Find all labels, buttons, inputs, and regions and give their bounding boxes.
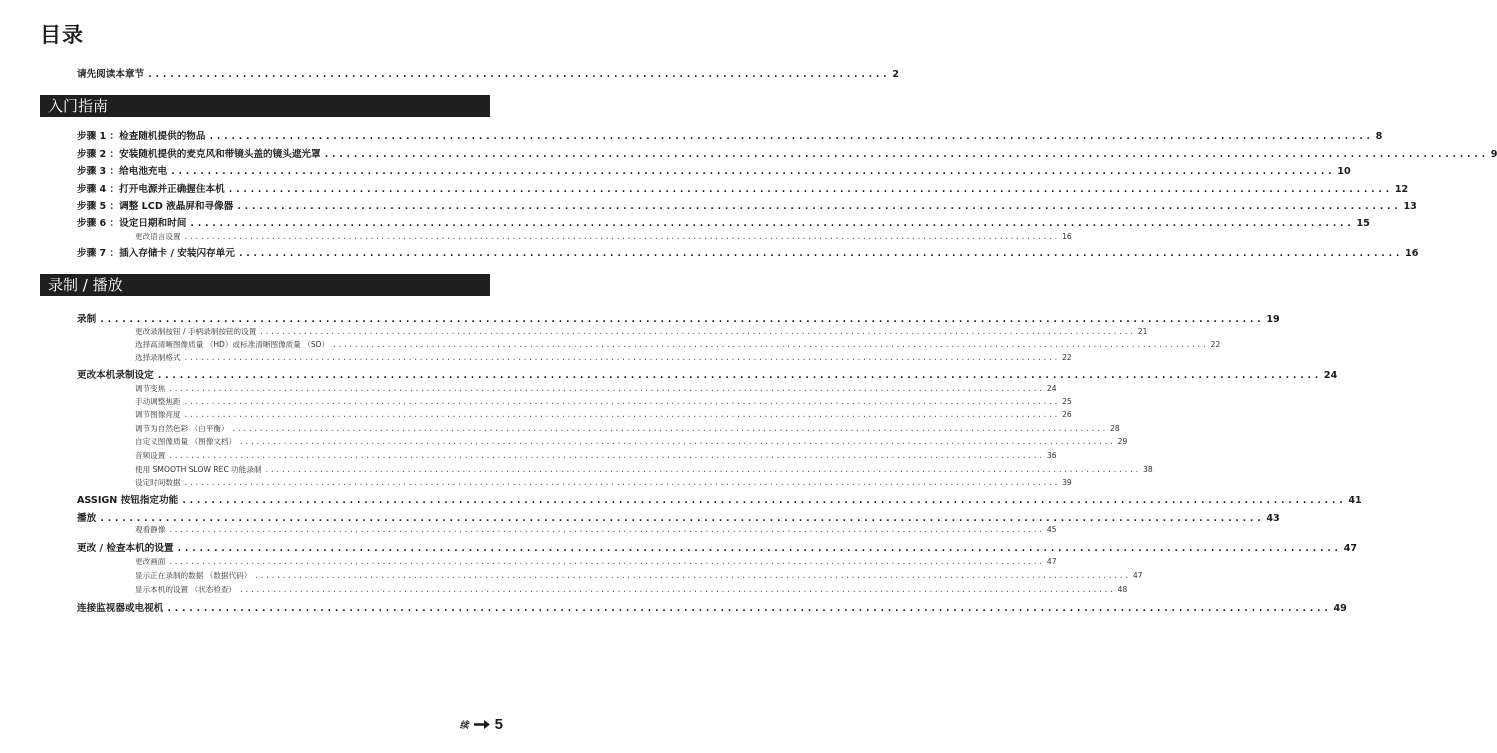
toc-subentry[interactable] xyxy=(135,556,1057,567)
toc-entry-label: 调节为自然色彩 （白平衡） xyxy=(135,424,229,433)
dot-leader: ................................................................................................................................................................ xyxy=(259,327,1135,336)
toc-entry-label: 选择高清晰图像质量 （HD）或标准清晰图像质量 （SD） xyxy=(135,340,330,349)
dot-leader: ................................................................................................................................................................ xyxy=(189,218,1354,229)
toc-entry-page: 15 xyxy=(1356,218,1370,229)
toc-entry[interactable] xyxy=(77,215,1370,229)
toc-entry[interactable] xyxy=(77,492,1362,506)
page-number: 5 xyxy=(494,716,503,733)
toc-entry-page: 28 xyxy=(1110,424,1120,433)
dot-leader: ................................................................................................................................................................ xyxy=(231,424,1108,433)
toc-subentry[interactable] xyxy=(135,477,1072,488)
toc-subentry[interactable] xyxy=(135,231,1072,242)
toc-entry[interactable] xyxy=(77,311,1280,325)
toc-entry-page: 24 xyxy=(1046,384,1057,393)
toc-entry-label: 步骤 5 ：调整 LCD 液晶屏和寻像器 xyxy=(77,201,234,212)
toc-entry-page: 36 xyxy=(1046,451,1057,460)
toc-entry-page: 39 xyxy=(1062,478,1072,487)
toc-entry-page: 10 xyxy=(1337,166,1351,177)
toc-entry[interactable] xyxy=(77,163,1351,177)
dot-leader: ................................................................................................................................................................ xyxy=(183,397,1060,406)
toc-entry-label: 使用 SMOOTH SLOW REC 功能录制 xyxy=(135,465,262,474)
dot-leader: ................................................................................................................................................................ xyxy=(236,201,1401,212)
toc-entry-page: 24 xyxy=(1323,370,1338,381)
toc-entry-label: 更改录制按钮 / 手柄录制按钮的设置 xyxy=(135,327,257,336)
dot-leader: ................................................................................................................................................................ xyxy=(183,353,1060,362)
dot-leader: ................................................................................................................................................................ xyxy=(264,465,1141,474)
toc-entry-page: 16 xyxy=(1062,232,1072,241)
toc-entry-page: 41 xyxy=(1348,495,1362,506)
dot-leader: ................................................................................................................................................................ xyxy=(208,131,1373,142)
toc-entry-label: 自定义图像质量 （图像文档） xyxy=(135,437,237,446)
dot-leader: ................................................................................................................................................................ xyxy=(227,184,1392,195)
toc-entry[interactable] xyxy=(77,181,1409,195)
dot-leader: ................................................................................................................................................................ xyxy=(99,314,1264,325)
toc-entry-label: 播放 xyxy=(77,513,97,524)
dot-leader: ................................................................................................................................................................ xyxy=(168,557,1044,566)
section-heading-getting-started: 入门指南 xyxy=(40,95,490,117)
toc-entry-page: 9 xyxy=(1490,149,1497,160)
dot-leader: ................................................................................................................................................................ xyxy=(254,571,1130,580)
toc-entry-page: 29 xyxy=(1117,437,1128,446)
toc-entry-label: 更改本机录制设定 xyxy=(77,370,154,381)
toc-entry-label: 步骤 3 ：给电池充电 xyxy=(77,166,168,177)
toc-subentry[interactable] xyxy=(135,464,1153,475)
toc-subentry[interactable] xyxy=(135,423,1120,434)
dot-leader: ................................................................................................................................................................ xyxy=(166,603,1331,614)
toc-entry-page: 2 xyxy=(892,69,899,80)
toc-entry-label: 调节变焦 xyxy=(135,384,166,393)
arrow-right-icon xyxy=(474,720,490,729)
toc-subentry[interactable] xyxy=(135,450,1057,461)
page-footer xyxy=(460,716,503,733)
continued-label: 续 xyxy=(459,721,469,731)
toc-entry-label: 录制 xyxy=(77,314,97,325)
toc-entry-page: 26 xyxy=(1062,410,1072,419)
toc-entry-page: 48 xyxy=(1117,585,1128,594)
dot-leader: ................................................................................................................................................................ xyxy=(237,248,1403,259)
toc-entry-label: ASSIGN 按钮指定功能 xyxy=(77,495,179,506)
dot-leader: ................................................................................................................................................................ xyxy=(183,232,1060,241)
toc-entry[interactable] xyxy=(77,600,1347,614)
toc-entry[interactable] xyxy=(77,128,1383,142)
dot-leader: ................................................................................................................................................................ xyxy=(168,384,1044,393)
toc-entry-label: 显示正在录制的数据 （数据代码） xyxy=(135,571,252,580)
toc-subentry[interactable] xyxy=(135,383,1057,394)
toc-subentry[interactable] xyxy=(135,409,1072,420)
toc-entry-page: 12 xyxy=(1394,184,1409,195)
dot-leader: ................................................................................................................................................................ xyxy=(332,340,1208,349)
toc-entry-page: 16 xyxy=(1405,248,1419,259)
toc-entry-label: 更改画面 xyxy=(135,557,166,566)
toc-entry[interactable] xyxy=(77,510,1280,524)
dot-leader: ................................................................................................................................................................ xyxy=(181,495,1346,506)
dot-leader: ................................................................................................................................................................ xyxy=(170,166,1335,177)
toc-entry-page: 47 xyxy=(1132,571,1143,580)
toc-entry-page: 25 xyxy=(1062,397,1072,406)
toc-subentry[interactable] xyxy=(135,436,1128,447)
toc-entry[interactable] xyxy=(77,245,1419,259)
toc-entry-label: 更改语言设置 xyxy=(135,232,181,241)
toc-entry-label: 调节图像亮度 xyxy=(135,410,181,419)
toc-entry[interactable] xyxy=(77,146,1497,160)
toc-entry-label: 手动调整焦距 xyxy=(135,397,181,406)
toc-entry-page: 19 xyxy=(1266,314,1280,325)
dot-leader: ................................................................................................................................................................ xyxy=(176,543,1341,554)
toc-entry-page: 13 xyxy=(1403,201,1417,212)
toc-entry-page: 47 xyxy=(1046,557,1057,566)
toc-entry-page: 21 xyxy=(1137,327,1148,336)
toc-subentry[interactable] xyxy=(135,524,1057,535)
toc-entry-label: 更改 / 检查本机的设置 xyxy=(77,543,174,554)
toc-entry-label: 音频设置 xyxy=(135,451,166,460)
toc-entry-label: 设定时间数据 xyxy=(135,478,181,487)
dot-leader: ................................................................................................................................................................ xyxy=(168,525,1044,534)
toc-entry[interactable] xyxy=(77,367,1338,381)
toc-entry-label: 步骤 6 ：设定日期和时间 xyxy=(77,218,187,229)
toc-entry-label: 观看静像 xyxy=(135,525,166,534)
dot-leader: ...................................................................................................... xyxy=(147,69,890,80)
section-heading-record-playback: 录制 / 播放 xyxy=(40,274,490,296)
toc-entry-page: 43 xyxy=(1266,513,1280,524)
page-title: 目录 xyxy=(40,23,84,47)
toc-entry-page: 45 xyxy=(1046,525,1057,534)
dot-leader: ................................................................................................................................................................ xyxy=(239,585,1115,594)
dot-leader: ................................................................................................................................................................ xyxy=(183,410,1060,419)
dot-leader: ................................................................................................................................................................ xyxy=(99,513,1264,524)
toc-entry-intro[interactable] xyxy=(77,66,899,80)
toc-entry-page: 22 xyxy=(1210,340,1221,349)
dot-leader: ................................................................................................................................................................ xyxy=(156,370,1321,381)
toc-entry-page: 8 xyxy=(1375,131,1383,142)
toc-entry-label: 步骤 2 ：安装随机提供的麦克风和带镜头盖的镜头遮光罩 xyxy=(77,149,321,160)
toc-entry-page: 38 xyxy=(1143,465,1153,474)
dot-leader: ................................................................................................................................................................ xyxy=(183,478,1060,487)
toc-subentry[interactable] xyxy=(135,326,1148,337)
toc-subentry[interactable] xyxy=(135,570,1143,581)
toc-entry-label: 步骤 7 ：插入存储卡 / 安装闪存单元 xyxy=(77,248,235,259)
toc-entry[interactable] xyxy=(77,198,1417,212)
toc-entry-page: 22 xyxy=(1062,353,1072,362)
toc-entry-label: 请先阅读本章节 xyxy=(77,69,145,80)
toc-entry-page: 49 xyxy=(1333,603,1347,614)
dot-leader: ................................................................................................................................................................ xyxy=(239,437,1115,446)
dot-leader: ................................................................................................................................................................ xyxy=(323,149,1488,160)
toc-subentry[interactable] xyxy=(135,584,1128,595)
toc-subentry[interactable] xyxy=(135,339,1221,350)
toc-subentry[interactable] xyxy=(135,396,1072,407)
toc-entry-label: 显示本机的设置 （状态检查） xyxy=(135,585,237,594)
toc-entry-label: 步骤 4 ：打开电源并正确握住本机 xyxy=(77,184,225,195)
toc-entry-label: 选择录制格式 xyxy=(135,353,181,362)
toc-entry-label: 步骤 1 ：检查随机提供的物品 xyxy=(77,131,206,142)
dot-leader: ................................................................................................................................................................ xyxy=(168,451,1044,460)
toc-entry-page: 47 xyxy=(1343,543,1358,554)
toc-entry-label: 连接监视器或电视机 xyxy=(77,603,164,614)
toc-entry[interactable] xyxy=(77,540,1358,554)
toc-subentry[interactable] xyxy=(135,352,1072,363)
